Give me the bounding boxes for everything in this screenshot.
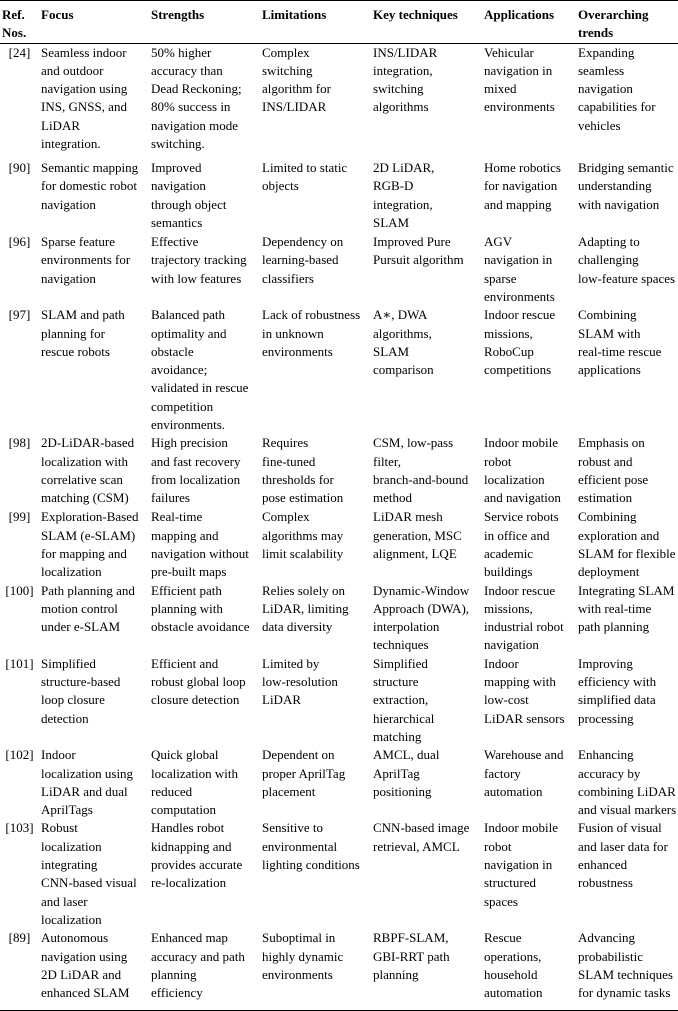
cell-ref: [103] bbox=[5, 820, 34, 836]
table-row bbox=[0, 233, 678, 306]
cell-strengths: Efficient and robust global loop closure detection bbox=[151, 655, 246, 708]
cell-applications: Indoor mobile robot navigation in structured spaces bbox=[484, 820, 559, 909]
cell-overarching-trends: Improving efficiency with simplified data processing bbox=[578, 655, 657, 726]
cell-strengths: Enhanced map accuracy and path planning efficiency bbox=[149, 929, 260, 1010]
cell-limitations: Complex algorithms may limit scalability bbox=[262, 509, 344, 561]
cell-key-techniques: Simplified structure extraction, hierarchical matching bbox=[373, 655, 435, 744]
cell-strengths: 50% higher accuracy than Dead Reckoning; 80% success in navigation mode switching. bbox=[151, 44, 242, 152]
cell-ref: [98] bbox=[8, 435, 31, 451]
cell-limitations: Relies solely on LiDAR, limiting data diversity bbox=[262, 582, 349, 635]
cell-strengths: Efficient path planning with obstacle avoidance bbox=[151, 582, 250, 635]
table-row bbox=[0, 819, 678, 929]
cell-focus: Robust localization integrating CNN-based visual and laser localization bbox=[41, 820, 137, 927]
cell-key-techniques: 2D LiDAR, RGB-D integration, SLAM bbox=[373, 160, 435, 230]
cell-ref: [90] bbox=[8, 160, 31, 176]
cell-overarching-trends: Enhancing accuracy by combining LiDAR and visual markers bbox=[578, 747, 677, 818]
cell-applications: Rescue operations, household automation bbox=[482, 929, 576, 1010]
cell-key-techniques: CSM, low-pass filter, branch-and-bound method bbox=[373, 435, 469, 506]
cell-applications: Indoor rescue missions, RoboCup competitions bbox=[484, 307, 556, 378]
cell-strengths: Balanced path optimality and obstacle avoidance; validated in rescue competition environments. bbox=[151, 307, 249, 433]
cell-applications: Indoor mapping with low-cost LiDAR sensors bbox=[484, 655, 565, 726]
cell-overarching-trends: Adapting to challenging low-feature spaces bbox=[578, 234, 676, 286]
cell-ref: [102] bbox=[5, 747, 34, 763]
cell-ref: [99] bbox=[8, 509, 31, 525]
cell-key-techniques: INS/LIDAR integration, switching algorithms bbox=[373, 44, 438, 115]
table-row bbox=[0, 655, 678, 746]
cell-limitations: Complex switching algorithm for INS/LIDAR bbox=[262, 44, 331, 115]
cell-applications: Vehicular navigation in mixed environments bbox=[484, 44, 555, 115]
header-ref-nos: Ref. Nos. bbox=[0, 1, 39, 44]
header-key-techniques: Key techniques bbox=[371, 1, 482, 44]
cell-limitations: Limited to static objects bbox=[262, 160, 348, 194]
cell-key-techniques: A∗, DWA algorithms, SLAM comparison bbox=[373, 307, 434, 378]
header-overarching-trends: Overarching trends bbox=[576, 1, 678, 44]
cell-overarching-trends: Advancing probabilistic SLAM techniques for dynamic tasks bbox=[576, 929, 678, 1010]
cell-ref: [97] bbox=[8, 307, 31, 323]
cell-applications: AGV navigation in sparse environments bbox=[484, 234, 555, 304]
cell-applications: Indoor mobile robot localization and navigation bbox=[484, 435, 561, 506]
cell-limitations: Lack of robustness in unknown environments bbox=[262, 307, 361, 359]
cell-applications: Home robotics for navigation and mapping bbox=[484, 160, 561, 212]
cell-focus: Semantic mapping for domestic robot navigation bbox=[41, 160, 139, 212]
cell-ref: [100] bbox=[5, 582, 34, 598]
cell-ref: [24] bbox=[8, 44, 31, 60]
cell-applications: Service robots in office and academic buildings bbox=[484, 509, 559, 580]
table-row bbox=[0, 306, 678, 434]
cell-focus: Autonomous navigation using 2D LiDAR and enhanced SLAM bbox=[39, 929, 149, 1010]
header-focus: Focus bbox=[39, 1, 149, 44]
cell-key-techniques: CNN-based image retrieval, AMCL bbox=[373, 820, 470, 854]
cell-key-techniques: Dynamic-Window Approach (DWA), interpolation techniques bbox=[373, 582, 470, 653]
cell-strengths: High precision and fast recovery from localization failures bbox=[151, 435, 241, 506]
cell-strengths: Real-time mapping and navigation without pre-built maps bbox=[151, 509, 249, 580]
cell-overarching-trends: Combining exploration and SLAM for flexible deployment bbox=[578, 509, 676, 580]
cell-key-techniques: Improved Pure Pursuit algorithm bbox=[373, 234, 464, 268]
cell-ref: [96] bbox=[8, 234, 31, 250]
cell-focus: 2D-LiDAR-based localization with correlative scan matching (CSM) bbox=[41, 435, 135, 506]
cell-strengths: Quick global localization with reduced computation bbox=[151, 747, 239, 818]
cell-limitations: Requires fine-tuned thresholds for pose estimation bbox=[262, 435, 344, 506]
table-header bbox=[0, 1, 678, 44]
cell-limitations: Dependent on proper AprilTag placement bbox=[262, 747, 346, 799]
cell-strengths: Handles robot kidnapping and provides accurate re-localization bbox=[151, 820, 243, 891]
cell-limitations: Limited by low-resolution LiDAR bbox=[262, 655, 338, 708]
cell-focus: Seamless indoor and outdoor navigation using INS, GNSS, and LiDAR integration. bbox=[41, 44, 128, 152]
cell-overarching-trends: Combining SLAM with real-time rescue applications bbox=[578, 307, 662, 378]
cell-limitations: Dependency on learning-based classifiers bbox=[262, 234, 344, 286]
cell-focus: Sparse feature environments for navigation bbox=[41, 234, 131, 286]
cell-overarching-trends: Expanding seamless navigation capabilities for vehicles bbox=[578, 44, 656, 133]
cell-focus: Indoor localization using LiDAR and dual AprilTags bbox=[41, 747, 134, 818]
cell-overarching-trends: Fusion of visual and laser data for enhanced robustness bbox=[578, 820, 668, 891]
table-body bbox=[0, 43, 678, 1010]
table-row bbox=[0, 434, 678, 508]
header-limitations: Limitations bbox=[260, 1, 371, 44]
cell-focus: SLAM and path planning for rescue robots bbox=[41, 307, 125, 359]
cell-key-techniques: RBPF-SLAM, GBI-RRT path planning bbox=[371, 929, 482, 1010]
cell-focus: Simplified structure-based loop closure detection bbox=[41, 655, 121, 726]
table-row bbox=[0, 929, 678, 1010]
cell-key-techniques: LiDAR mesh generation, MSC alignment, LQE bbox=[373, 509, 462, 561]
table-row bbox=[0, 159, 678, 233]
table-row bbox=[0, 43, 678, 159]
header-row bbox=[0, 1, 678, 44]
cell-overarching-trends: Bridging semantic understanding with navigation bbox=[578, 160, 674, 212]
table-row bbox=[0, 508, 678, 581]
cell-ref: [101] bbox=[5, 655, 34, 671]
cell-applications: Warehouse and factory automation bbox=[484, 747, 564, 799]
cell-focus: Path planning and motion control under e-SLAM bbox=[41, 582, 135, 635]
cell-key-techniques: AMCL, dual AprilTag positioning bbox=[373, 747, 440, 799]
cell-strengths: Effective trajectory tracking with low features bbox=[151, 234, 247, 286]
cell-overarching-trends: Emphasis on robust and efficient pose estimation bbox=[578, 435, 649, 506]
cell-limitations: Suboptimal in highly dynamic environments bbox=[260, 929, 371, 1010]
cell-applications: Indoor rescue missions, industrial robot navigation bbox=[484, 582, 564, 653]
cell-ref: [89] bbox=[0, 929, 39, 1010]
header-applications: Applications bbox=[482, 1, 576, 44]
cell-limitations: Sensitive to environmental lighting conditions bbox=[262, 820, 360, 872]
cell-focus: Exploration-Based SLAM (e-SLAM) for mapping and localization bbox=[41, 509, 139, 580]
header-strengths: Strengths bbox=[149, 1, 260, 44]
table-row bbox=[0, 746, 678, 819]
cell-overarching-trends: Integrating SLAM with real-time path planning bbox=[578, 582, 675, 635]
table-row bbox=[0, 582, 678, 655]
cell-strengths: Improved navigation through object semantics bbox=[151, 160, 227, 230]
